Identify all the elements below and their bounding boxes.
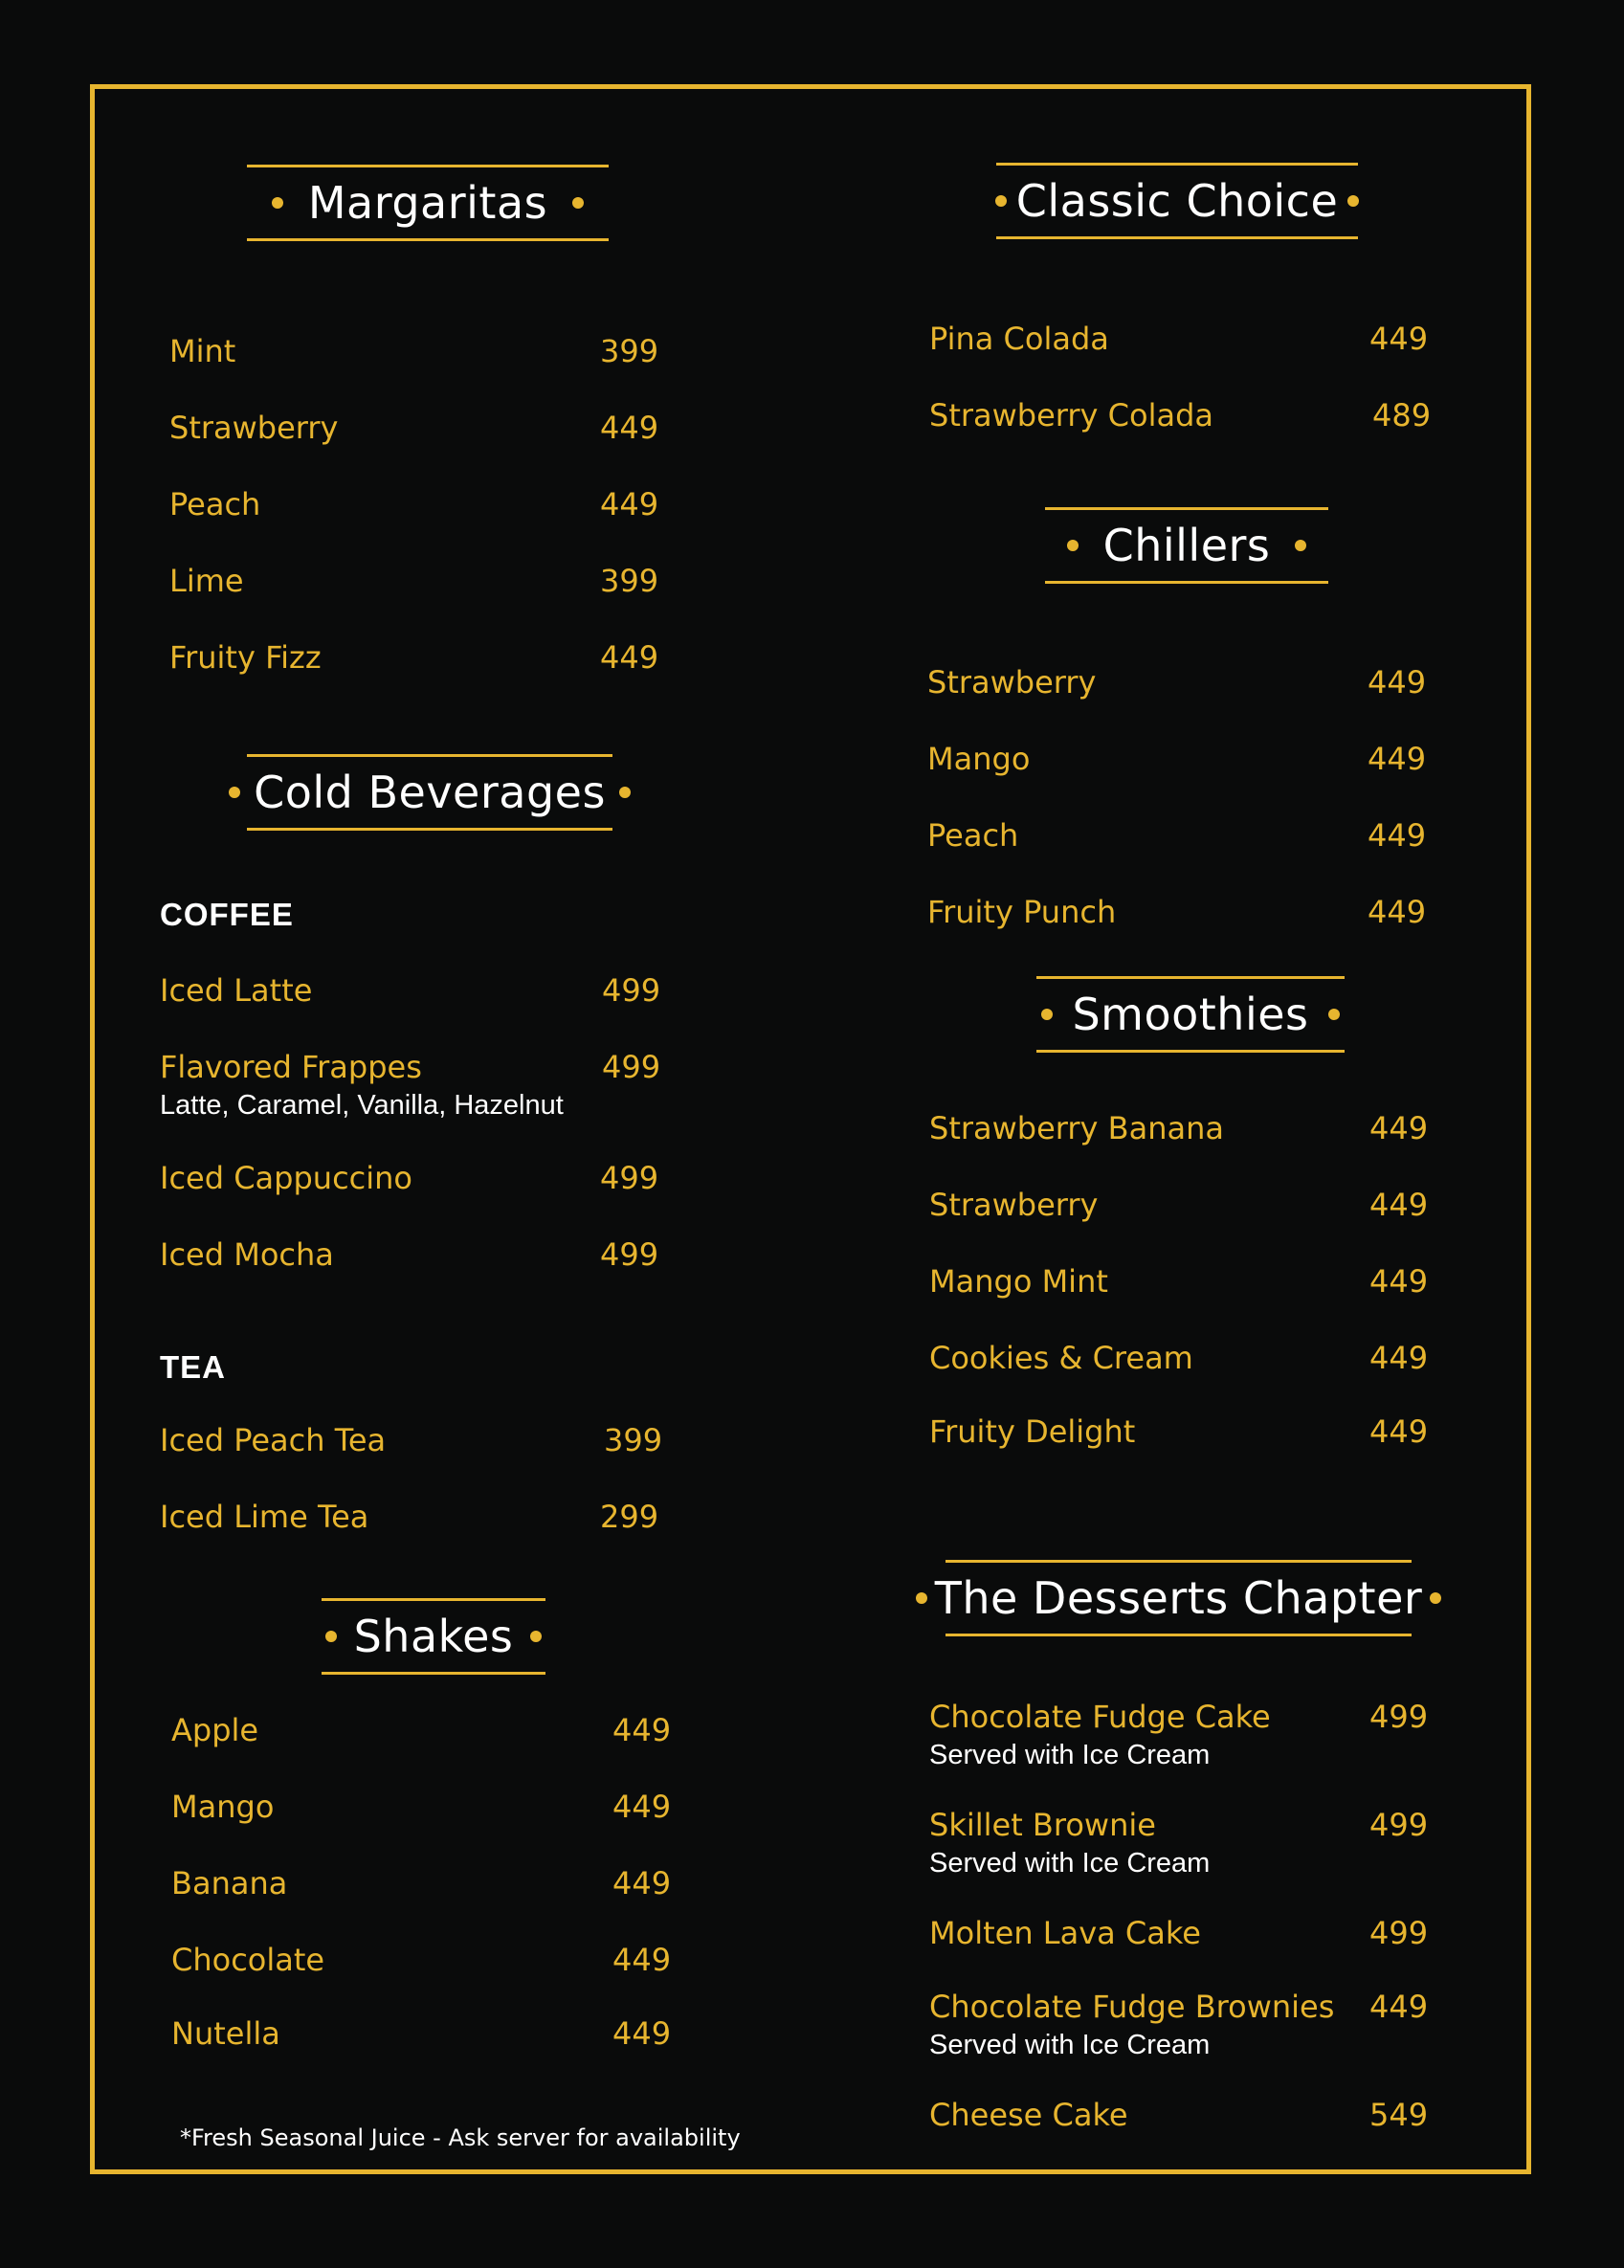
bullet-dot-icon	[1041, 1009, 1053, 1020]
bullet-dot-icon	[325, 1631, 337, 1642]
menu-item-name: Peach	[169, 486, 261, 523]
menu-item-name: Chocolate Fudge Cake	[929, 1699, 1271, 1735]
menu-item-name: Mint	[169, 333, 236, 369]
menu-item-price: 449	[612, 1712, 672, 1748]
menu-item-price: 449	[1369, 1413, 1429, 1450]
menu-item-price: 449	[1368, 741, 1427, 777]
menu-item-price: 499	[600, 1236, 659, 1273]
section-title: Smoothies	[1072, 989, 1309, 1040]
shakes-header	[322, 1598, 545, 1675]
menu-item-price: 449	[1369, 1263, 1429, 1300]
menu-item-price: 449	[612, 2015, 672, 2052]
menu-item-note: Latte, Caramel, Vanilla, Hazelnut	[160, 1090, 564, 1121]
menu-item-price: 499	[1369, 1807, 1429, 1843]
tea-subheading: TEA	[160, 1349, 226, 1385]
section-title: Chillers	[1102, 520, 1271, 571]
section-title: Cold Beverages	[254, 767, 606, 818]
menu-item-name: Chocolate Fudge Brownies	[929, 1989, 1335, 2025]
bullet-dot-icon	[1067, 540, 1079, 551]
menu-item-name: Strawberry	[169, 410, 339, 446]
menu-item-price: 499	[602, 1049, 661, 1085]
cold-beverages-header	[247, 754, 612, 831]
menu-item-price: 449	[1368, 894, 1427, 930]
menu-item-name: Fruity Fizz	[169, 639, 322, 676]
menu-item-name: Fruity Delight	[929, 1413, 1136, 1450]
menu-item-name: Mango	[927, 741, 1031, 777]
coffee-subheading: COFFEE	[160, 897, 294, 932]
menu-item-name: Apple	[171, 1712, 259, 1748]
menu-item-price: 299	[600, 1499, 659, 1535]
menu-item-price: 449	[612, 1865, 672, 1901]
classic-choice-header	[996, 163, 1358, 239]
menu-item-name: Lime	[169, 563, 244, 599]
menu-item-name: Cookies & Cream	[929, 1340, 1193, 1376]
bullet-dot-icon	[229, 787, 240, 798]
menu-item-name: Peach	[927, 817, 1019, 854]
menu-item-name: Iced Peach Tea	[160, 1422, 387, 1458]
menu-item-name: Chocolate	[171, 1942, 325, 1978]
menu-item-note: Served with Ice Cream	[929, 2030, 1211, 2060]
bullet-dot-icon	[1328, 1009, 1340, 1020]
section-title: Classic Choice	[1015, 175, 1339, 227]
menu-item-price: 449	[1369, 1340, 1429, 1376]
menu-item-price: 449	[612, 1942, 672, 1978]
menu-item-price: 449	[1368, 664, 1427, 700]
chillers-header	[1045, 507, 1328, 584]
menu-item-price: 449	[1368, 817, 1427, 854]
menu-item-name: Nutella	[171, 2015, 280, 2052]
menu-item-name: Strawberry	[929, 1187, 1099, 1223]
menu-item-name: Iced Mocha	[160, 1236, 334, 1273]
bullet-dot-icon	[916, 1592, 927, 1604]
bullet-dot-icon	[572, 197, 584, 209]
menu-item-name: Fruity Punch	[927, 894, 1117, 930]
menu-item-price: 449	[1369, 321, 1429, 357]
desserts-header	[934, 1560, 1423, 1636]
menu-item-name: Iced Cappuccino	[160, 1160, 412, 1196]
bullet-dot-icon	[995, 195, 1007, 207]
menu-item-price: 489	[1372, 397, 1432, 434]
menu-border-frame	[90, 84, 1531, 2174]
menu-item-price: 449	[600, 410, 659, 446]
section-title: The Desserts Chapter	[934, 1572, 1423, 1624]
menu-item-name: Strawberry Colada	[929, 397, 1213, 434]
menu-item-name: Iced Latte	[160, 972, 313, 1009]
bullet-dot-icon	[272, 197, 283, 209]
menu-item-price: 499	[1369, 1699, 1429, 1735]
menu-item-name: Skillet Brownie	[929, 1807, 1156, 1843]
menu-item-name: Strawberry Banana	[929, 1110, 1224, 1146]
smoothies-header	[1036, 976, 1345, 1053]
menu-item-name: Strawberry	[927, 664, 1097, 700]
menu-item-price: 449	[1369, 1110, 1429, 1146]
menu-item-price: 399	[604, 1422, 663, 1458]
menu-item-name: Mango Mint	[929, 1263, 1108, 1300]
menu-item-price: 449	[600, 639, 659, 676]
menu-item-price: 449	[1369, 1989, 1429, 2025]
menu-item-name: Flavored Frappes	[160, 1049, 422, 1085]
margaritas-header	[247, 165, 609, 241]
menu-item-price: 399	[600, 333, 659, 369]
section-title: Shakes	[353, 1611, 514, 1662]
menu-item-price: 499	[602, 972, 661, 1009]
menu-item-name: Iced Lime Tea	[160, 1499, 369, 1535]
menu-item-price: 499	[600, 1160, 659, 1196]
menu-item-name: Mango	[171, 1789, 275, 1825]
bullet-dot-icon	[1295, 540, 1306, 551]
menu-item-name: Cheese Cake	[929, 2097, 1128, 2133]
bullet-dot-icon	[530, 1631, 542, 1642]
menu-item-price: 449	[612, 1789, 672, 1825]
menu-item-name: Banana	[171, 1865, 288, 1901]
menu-item-note: Served with Ice Cream	[929, 1740, 1211, 1770]
menu-item-price: 499	[1369, 1915, 1429, 1951]
menu-item-price: 399	[600, 563, 659, 599]
menu-item-price: 549	[1369, 2097, 1429, 2133]
menu-item-name: Pina Colada	[929, 321, 1109, 357]
menu-item-note: Served with Ice Cream	[929, 1848, 1211, 1879]
menu-item-price: 449	[600, 486, 659, 523]
menu-item-name: Molten Lava Cake	[929, 1915, 1201, 1951]
menu-item-price: 449	[1369, 1187, 1429, 1223]
bullet-dot-icon	[619, 787, 631, 798]
footnote: *Fresh Seasonal Juice - Ask server for availability	[180, 2124, 741, 2151]
section-title: Margaritas	[307, 177, 548, 229]
bullet-dot-icon	[1347, 195, 1359, 207]
